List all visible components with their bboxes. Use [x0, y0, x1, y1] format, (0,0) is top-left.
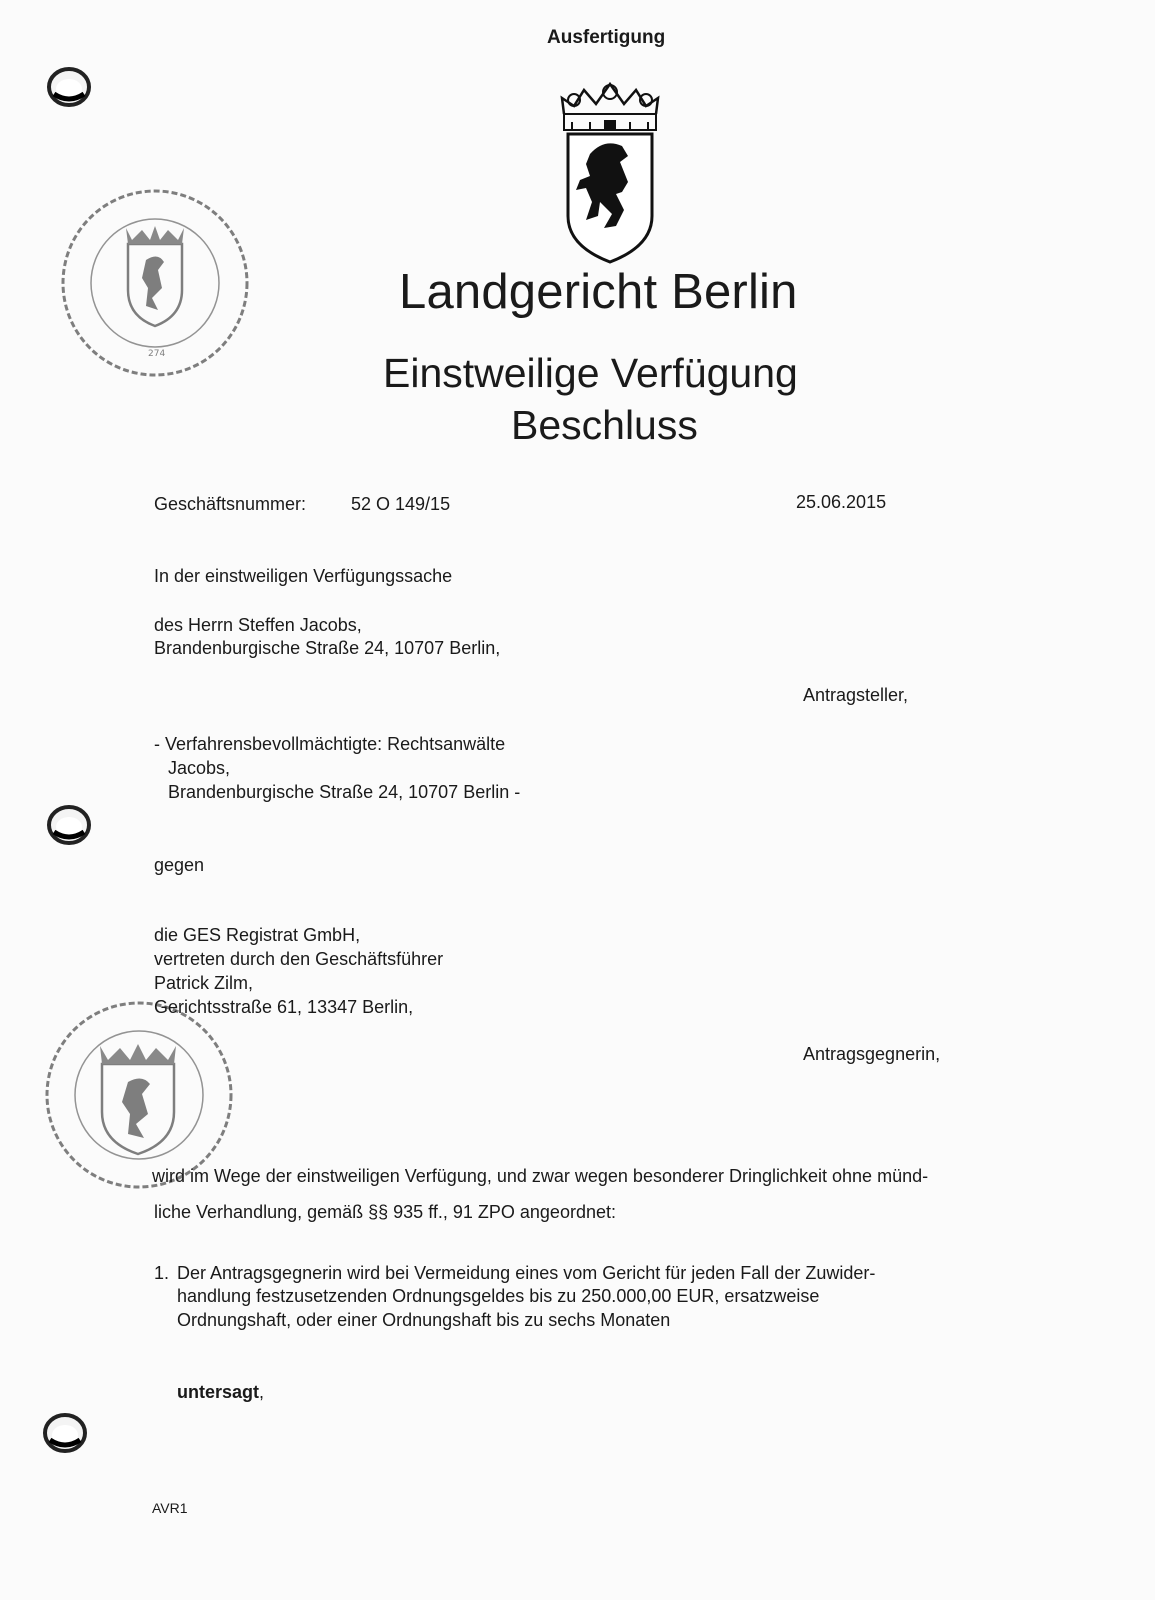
versus-label: gegen — [154, 855, 205, 875]
item-1-number: 1. — [154, 1263, 170, 1283]
decision-date: 25.06.2015 — [796, 492, 887, 512]
respondent-line-2: vertreten durch den Geschäftsführer — [154, 949, 444, 969]
prohibition-keyword — [177, 1382, 264, 1403]
decision-label: Beschluss — [511, 402, 698, 448]
punch-hole-top — [44, 62, 94, 112]
respondent-role: Antragsgegnerin, — [803, 1044, 941, 1064]
copy-label: Ausfertigung — [547, 27, 666, 48]
respondent-line-3: Patrick Zilm, — [154, 973, 253, 993]
case-number-label: Geschäftsnummer: — [154, 494, 307, 514]
respondent-line-1: die GES Registrat GmbH, — [154, 925, 361, 945]
prohibition-keyword-comma: , — [259, 1382, 265, 1402]
applicant-name: des Herrn Steffen Jacobs, — [154, 615, 362, 635]
applicant-address: Brandenburgische Straße 24, 10707 Berlin, — [154, 638, 501, 658]
item-1-line-2: handlung festzusetzenden Ordnungsgeldes bis zu 250.000,00 EUR, ersatzweise — [177, 1286, 820, 1306]
counsel-line-2: Jacobs, — [168, 758, 231, 778]
counsel-line-1: - Verfahrensbevollmächtigte: Rechtsanwälte — [154, 734, 506, 754]
court-name: Landgericht Berlin — [399, 265, 798, 319]
punch-hole-bottom — [40, 1408, 90, 1458]
item-1-line-3: Ordnungshaft, oder einer Ordnungshaft bis zu sechs Monaten — [177, 1310, 671, 1330]
respondent-line-4: Gerichtsstraße 61, 13347 Berlin, — [154, 997, 414, 1017]
order-line-1: wird im Wege der einstweiligen Verfügung, und zwar wegen besonderer Dringlichkeit ohne münd- — [152, 1166, 929, 1186]
punch-hole-middle — [44, 800, 94, 850]
counsel-line-3: Brandenburgische Straße 24, 10707 Berlin - — [168, 782, 521, 802]
case-intro: In der einstweiligen Verfügungssache — [154, 566, 453, 586]
prohibition-keyword-bold: untersagt — [177, 1382, 260, 1402]
document-type: Einstweilige Verfügung — [383, 350, 798, 396]
form-code: AVR1 — [152, 1500, 188, 1516]
court-seal-stamp-top — [58, 186, 252, 380]
case-number: 52 O 149/15 — [351, 494, 451, 514]
order-line-2: liche Verhandlung, gemäß §§ 935 ff., 91 ZPO angeordnet: — [154, 1202, 616, 1222]
berlin-coat-of-arms — [550, 76, 670, 266]
item-1-line-1: Der Antragsgegnerin wird bei Vermeidung eines vom Gericht für jeden Fall der Zuwider- — [177, 1263, 876, 1283]
stamp-number: 274 — [148, 349, 166, 359]
court-seal-stamp-bottom — [42, 998, 236, 1192]
applicant-role: Antragsteller, — [803, 685, 909, 705]
